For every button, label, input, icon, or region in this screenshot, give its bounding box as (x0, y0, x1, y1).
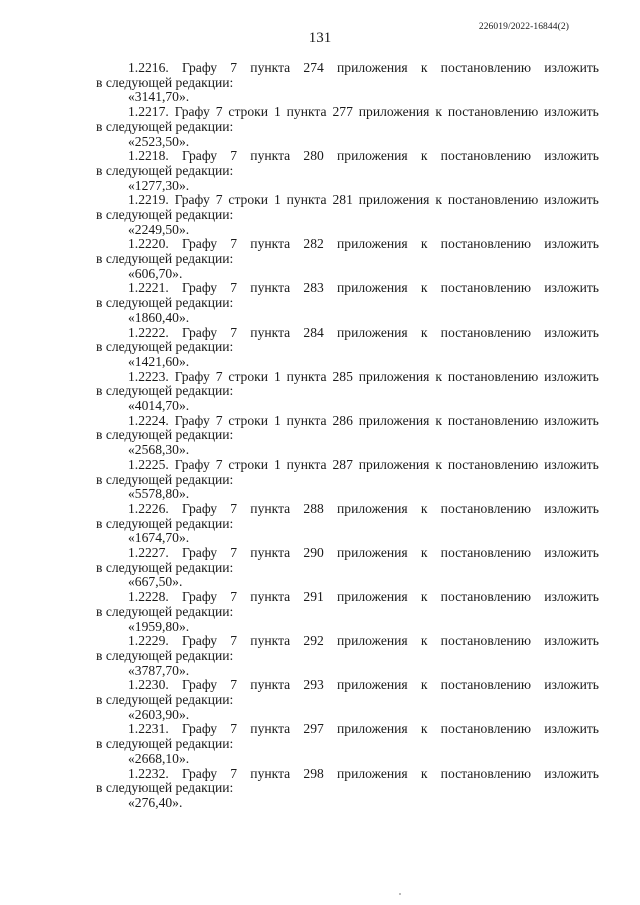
clause-first-line (96, 458, 599, 473)
clause-word: Графу (181, 500, 218, 516)
clause-word: изложить (544, 412, 599, 428)
clause-word: 7 (230, 280, 238, 296)
clause-continuation: в следующей редакции: (96, 559, 234, 575)
clause-number: 1.2223. (128, 368, 169, 384)
clause (96, 370, 599, 414)
clause-word: постановлению (440, 677, 532, 693)
clause-first-line (96, 722, 599, 737)
clause-word: 282 (303, 236, 324, 252)
clause-word: постановлению (440, 721, 532, 737)
clause (96, 722, 599, 766)
clause-word: изложить (544, 456, 599, 472)
clause-word: приложения (358, 412, 430, 428)
clause-number: 1.2231. (128, 721, 169, 737)
clause-value: «606,70». (128, 265, 183, 281)
clause-word: приложения (358, 192, 430, 208)
clause-first-line (96, 590, 599, 605)
clause-continuation: в следующей редакции: (96, 736, 234, 752)
clause-word: 7 (230, 236, 238, 252)
clause-first-line (96, 193, 599, 208)
clause-word: приложения (337, 500, 408, 516)
clause-word: изложить (544, 324, 599, 340)
clause-word: пункта (250, 60, 291, 75)
clause-word: строки (228, 192, 269, 208)
clause-word: постановлению (440, 545, 532, 561)
scan-mark (399, 893, 401, 895)
clause-number: 1.2228. (128, 589, 169, 605)
clause-word: постановлению (440, 60, 532, 75)
clause (96, 237, 599, 281)
clause-word: к (435, 192, 442, 208)
clause-word: 280 (303, 148, 324, 164)
clause-first-line (96, 281, 599, 296)
clause-word: к (420, 633, 428, 649)
clause-continuation: в следующей редакции: (96, 383, 234, 399)
clause-word: 7 (230, 60, 238, 75)
clause-word: приложения (337, 324, 408, 340)
clause-word: пункта (250, 721, 291, 737)
clause-word: изложить (544, 589, 599, 605)
clause-value: «1674,70». (128, 530, 190, 546)
clause-word: постановлению (447, 368, 539, 384)
clause-first-line (96, 546, 599, 561)
clause-first-line (96, 502, 599, 517)
clause-word: 7 (230, 324, 238, 340)
clause-continuation: в следующей редакции: (96, 780, 234, 796)
clause-word: 292 (303, 633, 324, 649)
clause-word: к (435, 104, 442, 120)
clause (96, 767, 599, 811)
clause-continuation: в следующей редакции: (96, 206, 234, 222)
clause-word: изложить (544, 721, 599, 737)
clause-word: 274 (303, 60, 324, 75)
clause-word: постановлению (447, 412, 539, 428)
clause-word: пункта (286, 104, 327, 120)
clause-value: «667,50». (128, 574, 183, 590)
clause-word: изложить (544, 545, 599, 561)
clause (96, 105, 599, 149)
clause-first-line (96, 678, 599, 693)
clause-word: постановлению (447, 104, 539, 120)
clause (96, 414, 599, 458)
clause-number: 1.2226. (128, 500, 169, 516)
clause-first-line (96, 326, 599, 341)
clause-word: приложения (358, 368, 430, 384)
clause-word: изложить (544, 104, 599, 120)
clause-first-line (96, 149, 599, 164)
clause-word: пункта (286, 368, 327, 384)
clause-word: к (420, 765, 428, 781)
clause (96, 502, 599, 546)
clause-value: «1959,80». (128, 618, 190, 634)
clause-word: пункта (286, 192, 327, 208)
clause-first-line (96, 370, 599, 385)
clause-word: 287 (332, 456, 353, 472)
clause-word: 7 (215, 456, 223, 472)
clause (96, 326, 599, 370)
clause-first-line (96, 105, 599, 120)
clause-value: «2249,50». (128, 221, 190, 237)
clause-word: Графу (174, 412, 210, 428)
clause-number: 1.2222. (128, 324, 169, 340)
clause-word: пункта (250, 765, 291, 781)
clause-value: «1277,30». (128, 177, 190, 193)
clause-number: 1.2217. (128, 104, 169, 120)
clause-word: Графу (181, 545, 218, 561)
clause-word: постановлению (447, 192, 539, 208)
clause-word: к (420, 545, 428, 561)
clause-word: Графу (181, 60, 218, 75)
clause-continuation: в следующей редакции: (96, 74, 234, 90)
clause-continuation: в следующей редакции: (96, 118, 234, 134)
clause-word: приложения (358, 104, 430, 120)
clause-word: изложить (544, 765, 599, 781)
clause-continuation: в следующей редакции: (96, 295, 234, 311)
clause-word: Графу (181, 148, 218, 164)
clause-word: 288 (303, 500, 324, 516)
clause-word: 285 (332, 368, 353, 384)
clause-continuation: в следующей редакции: (96, 162, 234, 178)
clause-first-line (96, 634, 599, 649)
clause-word: постановлению (440, 589, 532, 605)
clause-value: «2568,30». (128, 442, 190, 458)
clause (96, 149, 599, 193)
clause-number: 1.2225. (128, 456, 169, 472)
clause-word: 283 (303, 280, 324, 296)
clause-word: 7 (230, 500, 238, 516)
clause-value: «3141,70». (128, 89, 190, 105)
clause-word: к (420, 721, 428, 737)
clause-word: 7 (215, 192, 223, 208)
clause-word: 7 (230, 148, 238, 164)
clause-word: приложения (337, 633, 408, 649)
clause-word: строки (228, 456, 269, 472)
clause-word: 1 (273, 192, 281, 208)
clause-first-line (96, 767, 599, 782)
clause-word: 286 (332, 412, 353, 428)
clause-number: 1.2224. (128, 412, 169, 428)
clause (96, 590, 599, 634)
clause-word: постановлению (447, 456, 539, 472)
clause-word: 7 (230, 721, 238, 737)
clause-word: приложения (337, 236, 408, 252)
clause-number: 1.2230. (128, 677, 169, 693)
clause-word: Графу (181, 324, 218, 340)
clause-word: 7 (215, 368, 223, 384)
clause-word: к (435, 456, 442, 472)
clause-word: Графу (181, 280, 218, 296)
clause-word: постановлению (440, 236, 532, 252)
clause-word: постановлению (440, 500, 532, 516)
clause-word: пункта (286, 412, 327, 428)
clause-continuation: в следующей редакции: (96, 692, 234, 708)
clause-word: 7 (215, 412, 223, 428)
clause-continuation: в следующей редакции: (96, 251, 234, 267)
clause-word: 1 (273, 412, 281, 428)
clause-word: 290 (303, 545, 324, 561)
clause-word: постановлению (440, 324, 532, 340)
clause-value: «2523,50». (128, 133, 190, 149)
clause-word: 281 (332, 192, 353, 208)
clause-word: к (420, 60, 428, 75)
clause-word: 7 (230, 633, 238, 649)
clause-value: «3787,70». (128, 662, 190, 678)
clause-word: изложить (544, 60, 599, 75)
clause-word: 291 (303, 589, 324, 605)
clause-word: к (435, 368, 442, 384)
clause-number: 1.2216. (128, 60, 169, 75)
clause-word: Графу (181, 633, 218, 649)
clause-word: пункта (286, 456, 327, 472)
clause-word: Графу (174, 456, 210, 472)
clause-word: приложения (358, 456, 430, 472)
clause-word: к (435, 412, 442, 428)
clause-word: приложения (337, 721, 408, 737)
clause-word: приложения (337, 280, 408, 296)
clause-word: Графу (181, 236, 218, 252)
clause-word: к (420, 677, 428, 693)
clause-word: Графу (181, 589, 218, 605)
clause-word: Графу (174, 368, 210, 384)
clause-word: приложения (337, 677, 408, 693)
clause-value: «2668,10». (128, 750, 190, 766)
clause-word: 1 (273, 104, 281, 120)
clause-continuation: в следующей редакции: (96, 647, 234, 663)
clause-word: изложить (544, 368, 599, 384)
clause-word: 1 (273, 368, 281, 384)
clause-word: изложить (544, 192, 599, 208)
clause-word: 7 (230, 545, 238, 561)
clause-number: 1.2227. (128, 545, 169, 561)
clause-list (96, 61, 599, 811)
clause-first-line (96, 237, 599, 252)
clause-number: 1.2220. (128, 236, 169, 252)
clause-word: строки (228, 104, 269, 120)
clause-first-line (96, 61, 599, 76)
clause-word: пункта (250, 677, 291, 693)
clause (96, 458, 599, 502)
clause-word: 298 (303, 765, 324, 781)
clause-word: 293 (303, 677, 324, 693)
clause-word: приложения (337, 589, 408, 605)
clause-word: Графу (181, 721, 218, 737)
clause-word: 7 (230, 589, 238, 605)
clause-word: изложить (544, 677, 599, 693)
clause-word: изложить (544, 280, 599, 296)
clause-word: изложить (544, 236, 599, 252)
clause-word: приложения (337, 148, 408, 164)
clause (96, 193, 599, 237)
clause-word: пункта (250, 236, 291, 252)
clause-word: к (420, 500, 428, 516)
clause-word: Графу (181, 765, 218, 781)
clause-word: пункта (250, 280, 291, 296)
clause-word: приложения (337, 545, 408, 561)
clause-word: пункта (250, 633, 291, 649)
clause-value: «5578,80». (128, 486, 190, 502)
clause-word: изложить (544, 633, 599, 649)
clause-number: 1.2232. (128, 765, 169, 781)
clause-value: «4014,70». (128, 398, 190, 414)
clause-word: Графу (174, 104, 210, 120)
clause (96, 546, 599, 590)
page-number: 131 (308, 30, 332, 46)
clause-word: к (420, 148, 428, 164)
clause-value: «276,40». (128, 794, 183, 810)
clause-word: 277 (332, 104, 353, 120)
clause (96, 634, 599, 678)
clause-value: «1421,60». (128, 353, 190, 369)
document-code: 226019/2022-16844(2) (478, 22, 569, 32)
clause-word: пункта (250, 589, 291, 605)
clause-word: Графу (181, 677, 218, 693)
clause-word: строки (228, 412, 269, 428)
clause (96, 281, 599, 325)
clause-word: 7 (230, 765, 238, 781)
clause-continuation: в следующей редакции: (96, 339, 234, 355)
clause-first-line (96, 414, 599, 429)
clause-word: постановлению (440, 765, 532, 781)
clause-continuation: в следующей редакции: (96, 515, 234, 531)
clause-word: изложить (544, 500, 599, 516)
clause-number: 1.2218. (128, 148, 169, 164)
clause-word: изложить (544, 148, 599, 164)
clause (96, 678, 599, 722)
clause-number: 1.2229. (128, 633, 169, 649)
clause-word: пункта (250, 148, 291, 164)
clause-word: постановлению (440, 148, 532, 164)
clause-word: приложения (337, 765, 408, 781)
clause-word: 7 (230, 677, 238, 693)
clause-continuation: в следующей редакции: (96, 603, 234, 619)
clause-value: «2603,90». (128, 706, 190, 722)
clause-value: «1860,40». (128, 309, 190, 325)
clause-word: 297 (303, 721, 324, 737)
clause-word: приложения (337, 60, 408, 75)
clause-number: 1.2221. (128, 280, 169, 296)
clause-word: пункта (250, 324, 291, 340)
clause-word: к (420, 589, 428, 605)
clause-word: 284 (303, 324, 324, 340)
clause-word: постановлению (440, 633, 532, 649)
clause-word: 1 (273, 456, 281, 472)
clause-word: постановлению (440, 280, 532, 296)
clause-word: пункта (250, 545, 291, 561)
clause-word: строки (228, 368, 269, 384)
clause-number: 1.2219. (128, 192, 169, 208)
clause-word: Графу (174, 192, 210, 208)
clause-word: к (420, 324, 428, 340)
clause-word: 7 (215, 104, 223, 120)
clause-word: к (420, 236, 428, 252)
clause-word: пункта (250, 500, 291, 516)
clause (96, 61, 599, 105)
clause-continuation: в следующей редакции: (96, 471, 234, 487)
clause-word: к (420, 280, 428, 296)
clause-continuation: в следующей редакции: (96, 427, 234, 443)
